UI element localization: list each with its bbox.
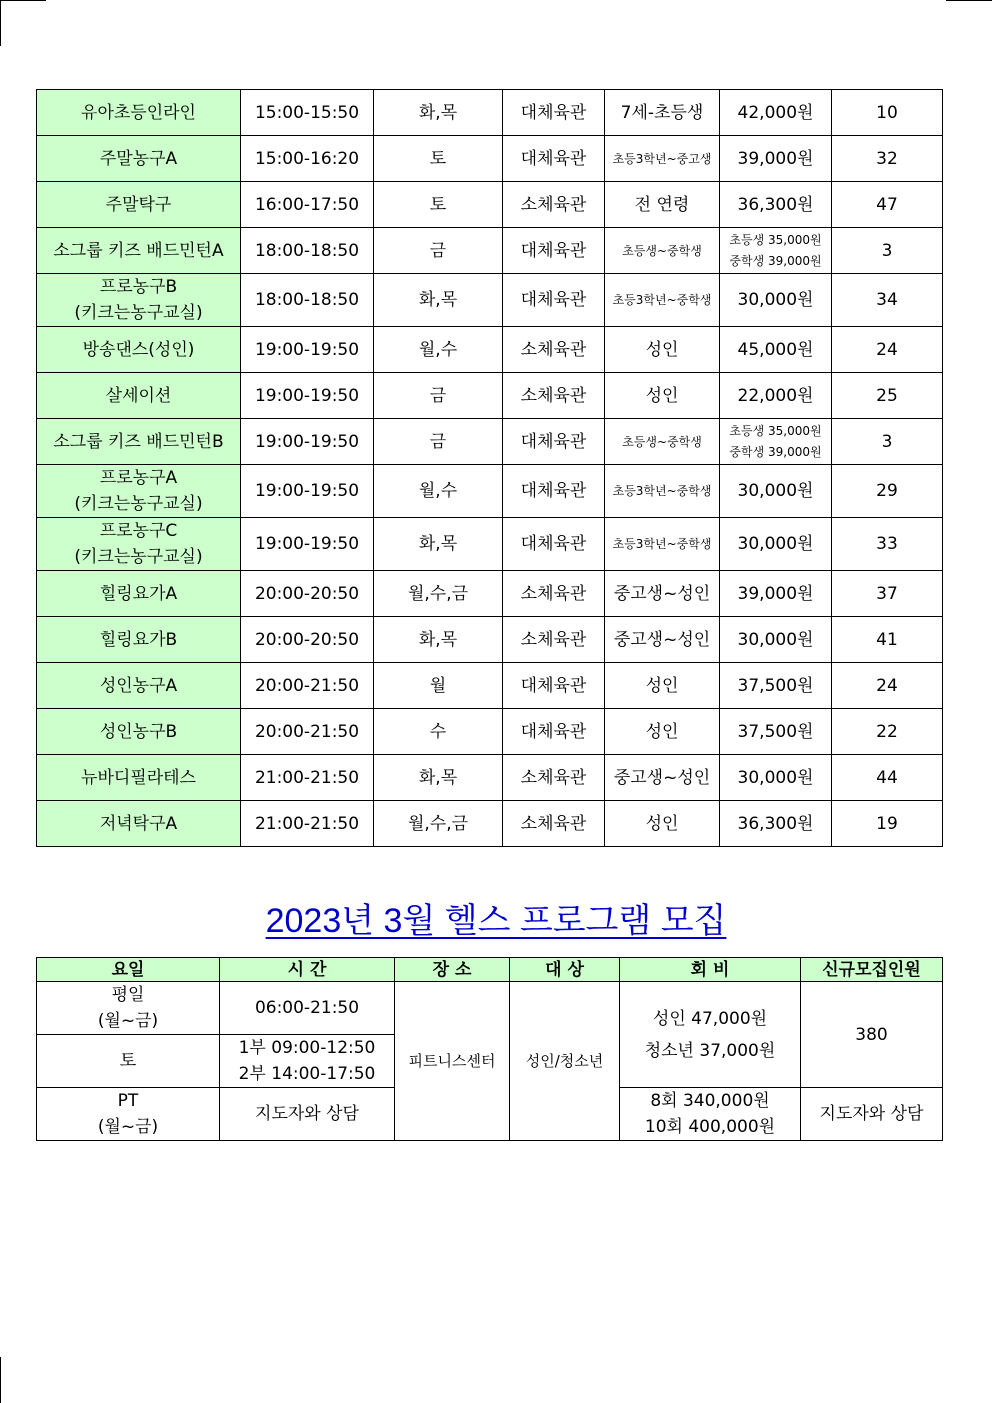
program-place: 대체육관 [503, 465, 605, 518]
program-fee-line-2: 중학생 39,000원 [729, 253, 822, 268]
program-target: 초등생~중학생 [605, 228, 720, 274]
program-place: 대체육관 [503, 709, 605, 755]
program-count: 34 [832, 274, 943, 327]
program-target: 중고생~성인 [605, 617, 720, 663]
program-count: 22 [832, 709, 943, 755]
program-name: 성인농구A [37, 663, 241, 709]
health-count: 380 [801, 982, 943, 1088]
weekday-row [37, 982, 943, 1035]
header-time: 시 간 [220, 958, 395, 982]
weekday-day: 평일 [111, 985, 145, 1005]
program-target: 초등3학년~중고생 [605, 136, 720, 182]
program-fee: 30,000원 [720, 518, 832, 571]
program-time: 21:00-21:50 [241, 755, 374, 801]
program-time: 20:00-21:50 [241, 709, 374, 755]
program-row [37, 228, 943, 274]
program-fee-line-1: 초등생 35,000원 [729, 423, 822, 438]
program-name-line-1: 프로농구B [99, 277, 178, 297]
program-row [37, 571, 943, 617]
health-place: 피트니스센터 [395, 982, 510, 1141]
program-fee-line-2: 중학생 39,000원 [729, 444, 822, 459]
program-row [37, 182, 943, 228]
program-place: 대체육관 [503, 136, 605, 182]
pt-fee-8: 8회 340,000원 [650, 1091, 770, 1111]
program-row [37, 465, 943, 518]
program-place: 대체육관 [503, 419, 605, 465]
program-days: 금 [374, 373, 503, 419]
program-days: 월,수,금 [374, 571, 503, 617]
program-target: 초등3학년~중학생 [605, 274, 720, 327]
health-fee-youth: 청소년 37,000원 [644, 1040, 776, 1061]
program-name: 살세이션 [37, 373, 241, 419]
program-count: 41 [832, 617, 943, 663]
program-schedule-table [36, 89, 943, 847]
program-fee [720, 419, 832, 465]
program-time: 19:00-19:50 [241, 327, 374, 373]
program-days: 금 [374, 228, 503, 274]
health-fee-adult: 성인 47,000원 [652, 1008, 768, 1029]
program-target: 초등3학년~중학생 [605, 518, 720, 571]
program-count: 24 [832, 663, 943, 709]
program-place: 소체육관 [503, 755, 605, 801]
health-header-row [37, 958, 943, 982]
program-row [37, 327, 943, 373]
header-count: 신규모집인원 [801, 958, 943, 982]
program-name [37, 518, 241, 571]
program-row [37, 755, 943, 801]
program-days: 화,목 [374, 274, 503, 327]
program-target: 성인 [605, 327, 720, 373]
program-count: 19 [832, 801, 943, 847]
program-fee: 22,000원 [720, 373, 832, 419]
program-time: 18:00-18:50 [241, 274, 374, 327]
program-name: 힐링요가A [37, 571, 241, 617]
program-row [37, 90, 943, 136]
weekday-time: 06:00-21:50 [220, 982, 395, 1035]
program-time: 20:00-20:50 [241, 617, 374, 663]
saturday-time-cell [220, 1035, 395, 1088]
pt-time: 지도자와 상담 [220, 1088, 395, 1141]
program-days: 토 [374, 136, 503, 182]
program-name-line-2: (키크는농구교실) [74, 494, 203, 514]
health-title-wrap [0, 893, 992, 942]
program-place: 대체육관 [503, 518, 605, 571]
program-target: 초등3학년~중학생 [605, 465, 720, 518]
program-name-line-2: (키크는농구교실) [74, 303, 203, 323]
header-place: 장 소 [395, 958, 510, 982]
program-target: 7세-초등생 [605, 90, 720, 136]
program-name: 주말탁구 [37, 182, 241, 228]
program-days: 월,수 [374, 327, 503, 373]
health-program-title: 2023년 3월 헬스 프로그램 모집 [265, 902, 727, 940]
program-count: 44 [832, 755, 943, 801]
program-count: 33 [832, 518, 943, 571]
program-place: 소체육관 [503, 373, 605, 419]
program-row [37, 617, 943, 663]
program-row [37, 274, 943, 327]
saturday-day: 토 [37, 1035, 220, 1088]
program-row [37, 801, 943, 847]
program-place: 대체육관 [503, 228, 605, 274]
program-count: 25 [832, 373, 943, 419]
program-place: 대체육관 [503, 663, 605, 709]
saturday-time-2: 2부 14:00-17:50 [238, 1064, 376, 1084]
pt-day: PT [117, 1091, 139, 1111]
program-count: 24 [832, 327, 943, 373]
crop-mark-bottom-left-v [0, 1357, 1, 1403]
program-fee: 37,500원 [720, 663, 832, 709]
program-place: 소체육관 [503, 801, 605, 847]
program-target: 성인 [605, 373, 720, 419]
program-target: 중고생~성인 [605, 571, 720, 617]
program-place: 소체육관 [503, 571, 605, 617]
weekday-day-range: (월~금) [97, 1011, 159, 1031]
health-target: 성인/청소년 [510, 982, 620, 1141]
program-target: 성인 [605, 709, 720, 755]
program-fee: 37,500원 [720, 709, 832, 755]
program-days: 월,수,금 [374, 801, 503, 847]
crop-mark-top-right-h [946, 0, 992, 1]
program-count: 10 [832, 90, 943, 136]
program-name-line-2: (키크는농구교실) [74, 547, 203, 567]
program-place: 소체육관 [503, 327, 605, 373]
saturday-time-1: 1부 09:00-12:50 [238, 1038, 376, 1058]
program-time: 15:00-16:20 [241, 136, 374, 182]
header-day: 요일 [37, 958, 220, 982]
program-time: 16:00-17:50 [241, 182, 374, 228]
program-name [37, 274, 241, 327]
pt-fee-cell [620, 1088, 801, 1141]
program-row [37, 373, 943, 419]
program-row [37, 709, 943, 755]
program-name-line-1: 프로농구C [99, 521, 178, 541]
program-count: 3 [832, 419, 943, 465]
program-count: 37 [832, 571, 943, 617]
program-fee: 30,000원 [720, 465, 832, 518]
program-row [37, 419, 943, 465]
program-target: 초등생~중학생 [605, 419, 720, 465]
health-fee-cell [620, 982, 801, 1088]
header-fee: 회 비 [620, 958, 801, 982]
program-name: 방송댄스(성인) [37, 327, 241, 373]
program-fee: 30,000원 [720, 617, 832, 663]
program-count: 47 [832, 182, 943, 228]
program-days: 금 [374, 419, 503, 465]
program-count: 29 [832, 465, 943, 518]
program-days: 화,목 [374, 90, 503, 136]
program-fee: 36,300원 [720, 801, 832, 847]
program-fee: 42,000원 [720, 90, 832, 136]
program-name: 소그룹 키즈 배드민턴B [37, 419, 241, 465]
program-days: 수 [374, 709, 503, 755]
program-fee: 30,000원 [720, 274, 832, 327]
program-fee [720, 228, 832, 274]
program-row [37, 518, 943, 571]
program-fee: 39,000원 [720, 136, 832, 182]
program-target: 전 연령 [605, 182, 720, 228]
program-time: 15:00-15:50 [241, 90, 374, 136]
pt-fee-10: 10회 400,000원 [644, 1117, 776, 1137]
program-time: 21:00-21:50 [241, 801, 374, 847]
header-target: 대 상 [510, 958, 620, 982]
program-target: 중고생~성인 [605, 755, 720, 801]
program-time: 19:00-19:50 [241, 419, 374, 465]
program-days: 화,목 [374, 518, 503, 571]
program-place: 소체육관 [503, 617, 605, 663]
program-fee: 30,000원 [720, 755, 832, 801]
pt-day-cell [37, 1088, 220, 1141]
pt-day-range: (월~금) [97, 1117, 159, 1137]
program-name [37, 465, 241, 518]
program-name: 힐링요가B [37, 617, 241, 663]
crop-mark-top-left-h [0, 0, 46, 1]
program-place: 소체육관 [503, 182, 605, 228]
program-place: 대체육관 [503, 90, 605, 136]
program-time: 20:00-21:50 [241, 663, 374, 709]
program-time: 19:00-19:50 [241, 373, 374, 419]
program-time: 19:00-19:50 [241, 465, 374, 518]
program-name: 주말농구A [37, 136, 241, 182]
program-place: 대체육관 [503, 274, 605, 327]
program-target: 성인 [605, 801, 720, 847]
program-name: 저녁탁구A [37, 801, 241, 847]
program-time: 18:00-18:50 [241, 228, 374, 274]
program-rows [37, 90, 943, 847]
program-fee: 45,000원 [720, 327, 832, 373]
crop-mark-top-left-v [0, 0, 1, 46]
program-name: 유아초등인라인 [37, 90, 241, 136]
program-row [37, 136, 943, 182]
program-days: 화,목 [374, 617, 503, 663]
program-name: 소그룹 키즈 배드민턴A [37, 228, 241, 274]
program-days: 월,수 [374, 465, 503, 518]
program-days: 월 [374, 663, 503, 709]
program-row [37, 663, 943, 709]
program-target: 성인 [605, 663, 720, 709]
program-name: 성인농구B [37, 709, 241, 755]
health-program-table [36, 957, 943, 1141]
program-days: 토 [374, 182, 503, 228]
program-fee-line-1: 초등생 35,000원 [729, 232, 822, 247]
weekday-day-cell [37, 982, 220, 1035]
program-time: 20:00-20:50 [241, 571, 374, 617]
program-days: 화,목 [374, 755, 503, 801]
program-time: 19:00-19:50 [241, 518, 374, 571]
program-count: 32 [832, 136, 943, 182]
program-fee: 36,300원 [720, 182, 832, 228]
program-name: 뉴바디필라테스 [37, 755, 241, 801]
pt-count: 지도자와 상담 [801, 1088, 943, 1141]
program-fee: 39,000원 [720, 571, 832, 617]
program-name-line-1: 프로농구A [99, 468, 178, 488]
program-count: 3 [832, 228, 943, 274]
